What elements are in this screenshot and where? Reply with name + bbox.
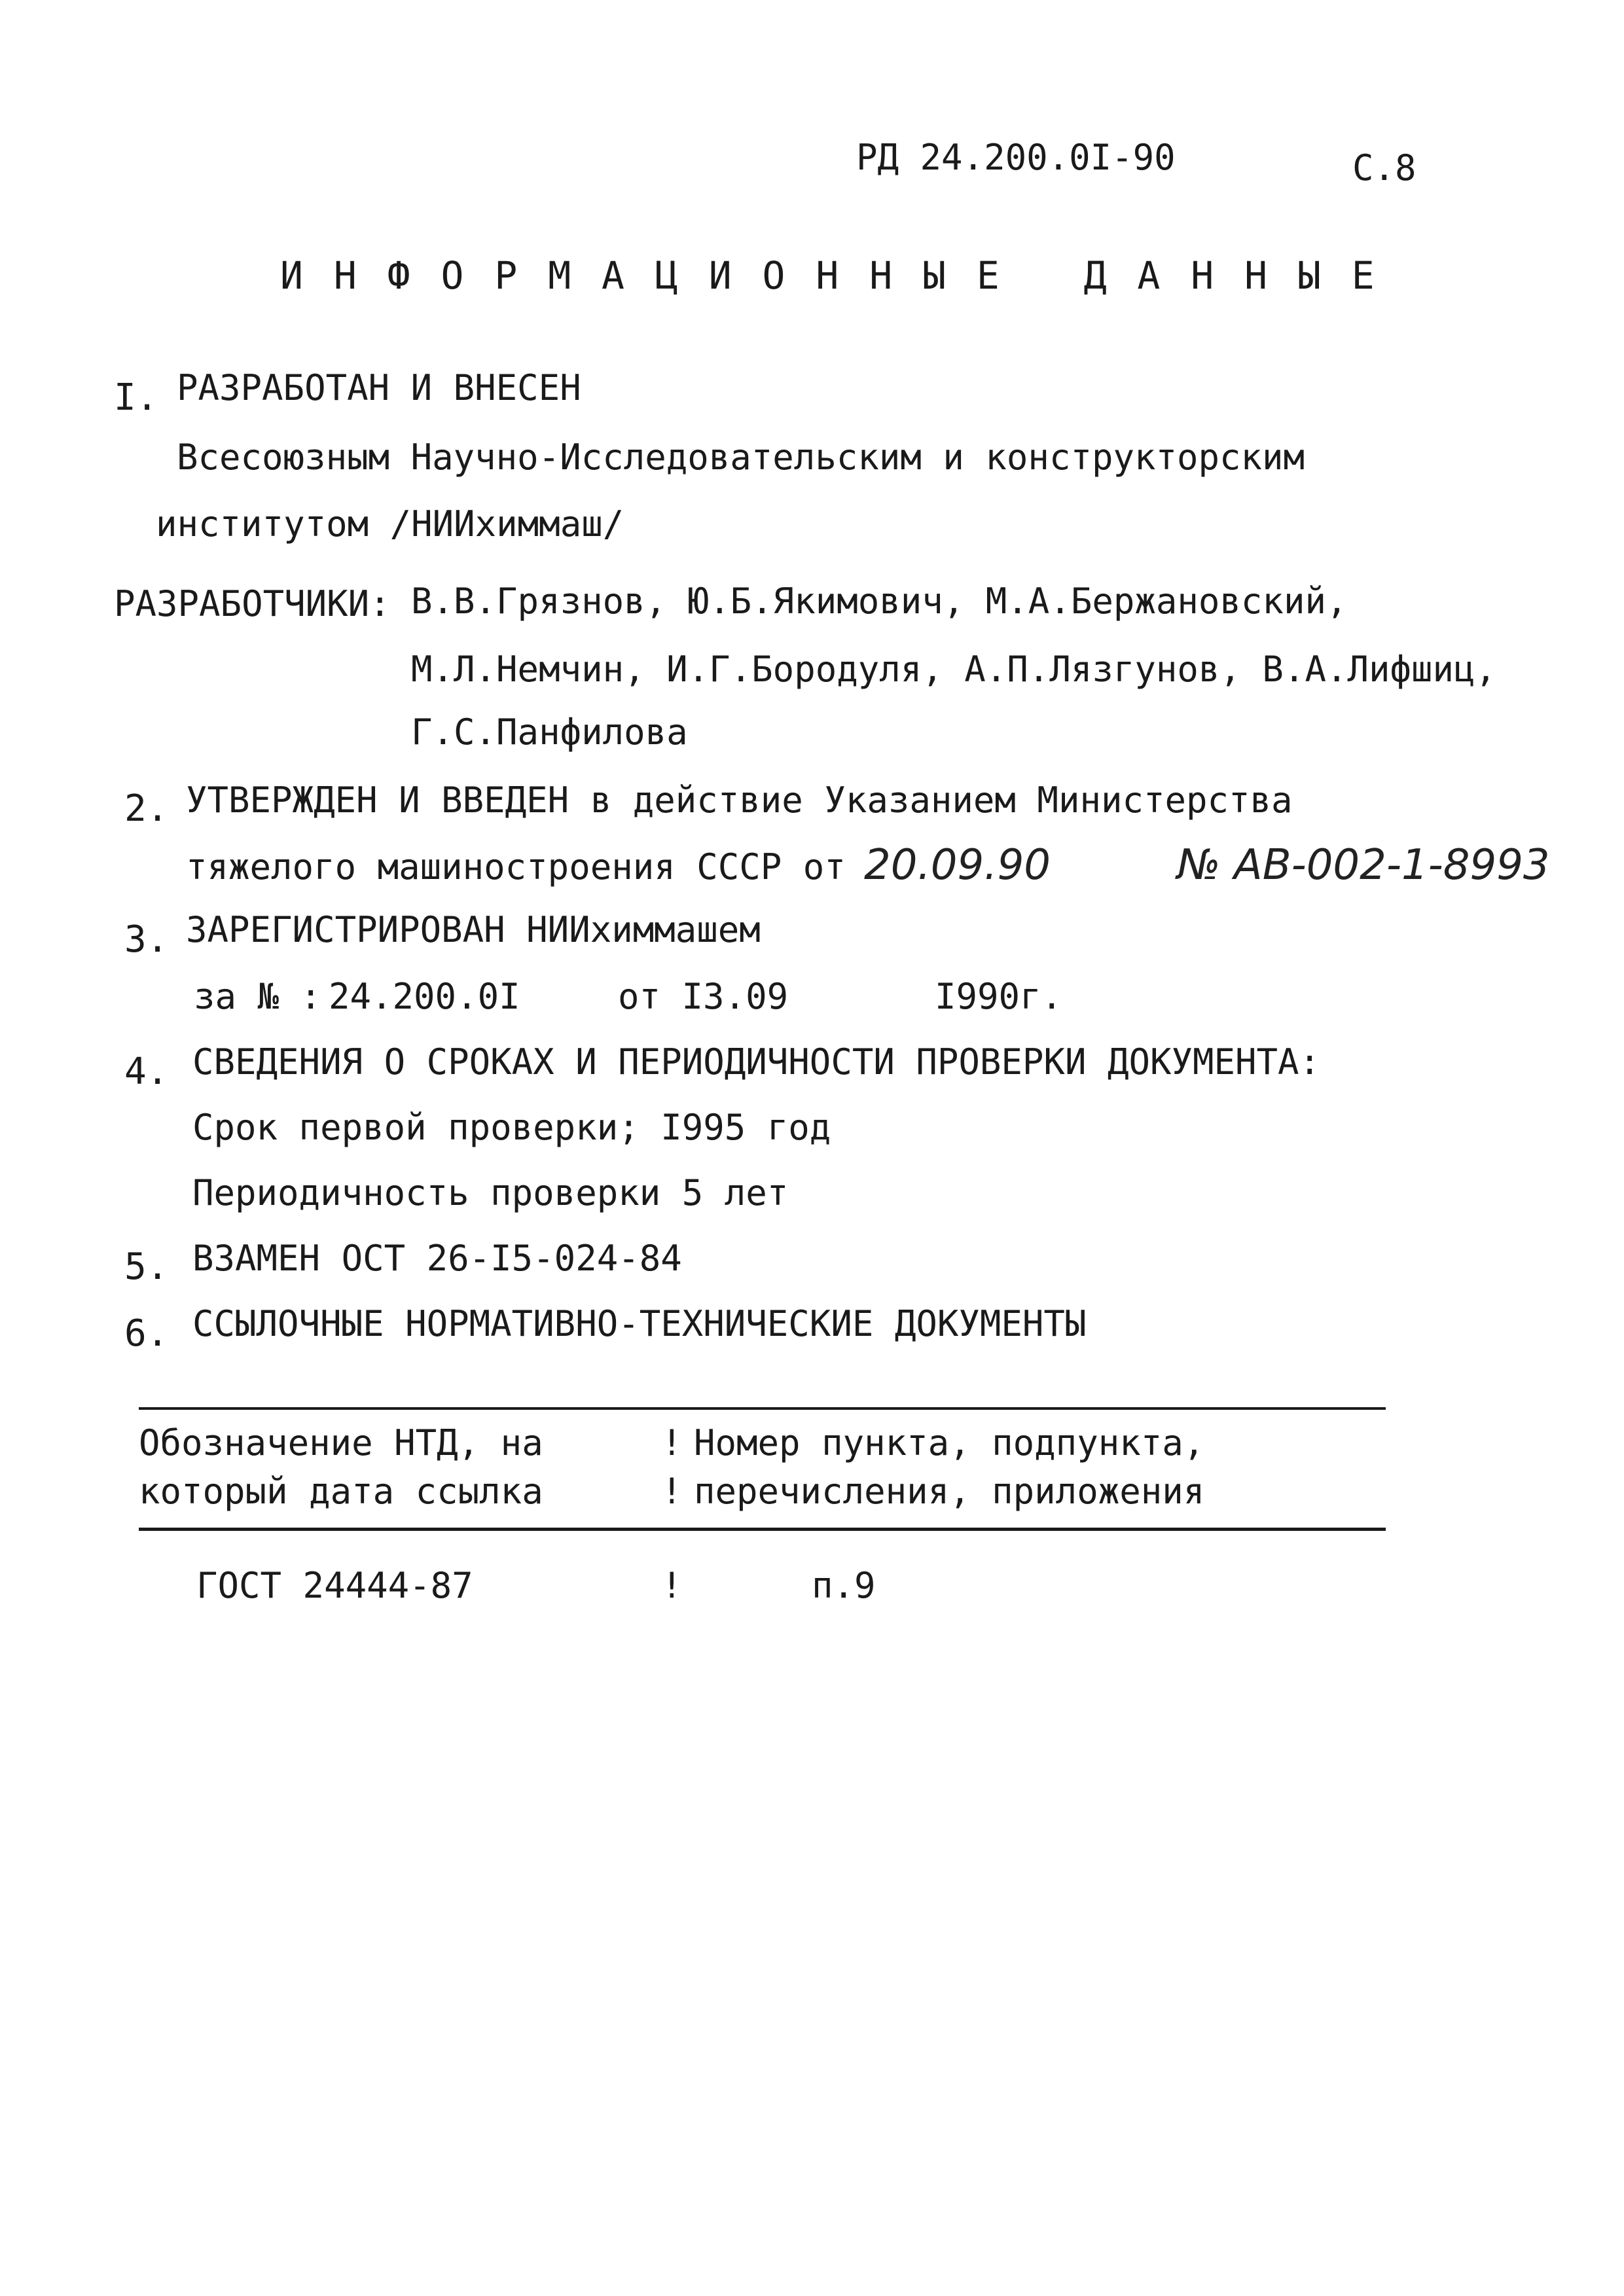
table-header-separator: ! <box>661 1471 683 1512</box>
section-2-line-2: тяжелого машиностроения СССР от <box>186 846 846 888</box>
developers-line-1: В.В.Грязнов, Ю.Б.Якимович, М.А.Бержановский, <box>411 581 1348 622</box>
table-cell-document: ГОСТ 24444-87 <box>196 1565 473 1606</box>
section-4-heading: СВЕДЕНИЯ О СРОКАХ И ПЕРИОДИЧНОСТИ ПРОВЕРКИ ДОКУМЕНТА: <box>192 1041 1321 1083</box>
table-cell-item: п.9 <box>812 1565 876 1606</box>
section-4-line-1: Срок первой проверки; I995 год <box>192 1107 831 1148</box>
section-1-line-2: институтом /НИИхиммаш/ <box>156 503 624 545</box>
section-2-line-1: УТВЕРЖДЕН И ВВЕДЕН в действие Указанием Министерства <box>186 780 1293 821</box>
page-number: С.8 <box>1352 147 1416 188</box>
section-5-number: 5. <box>124 1246 169 1288</box>
document-code: РД 24.200.0I-90 <box>856 137 1176 178</box>
handwritten-order-number: № АВ-002-1-8993 <box>1177 841 1550 889</box>
section-5-text: ВЗАМЕН ОСТ 26-I5-024-84 <box>192 1238 682 1279</box>
section-3-number: 3. <box>124 918 169 961</box>
table-header-rule <box>139 1528 1386 1531</box>
page-title: И Н Ф О Р М А Ц И О Н Н Ы Е Д А Н Н Ы Е <box>280 253 1379 298</box>
table-header-col2-line2: перечисления, приложения <box>694 1471 1205 1512</box>
section-6-number: 6. <box>124 1312 169 1355</box>
table-header-separator: ! <box>661 1422 683 1463</box>
developers-label: РАЗРАБОТЧИКИ: <box>114 583 391 624</box>
handwritten-date: 20.09.90 <box>864 841 1051 889</box>
section-3-heading: ЗАРЕГИСТРИРОВАН НИИхиммашем <box>186 909 761 950</box>
section-6-text: ССЫЛОЧНЫЕ НОРМАТИВНО-ТЕХНИЧЕСКИЕ ДОКУМЕНТЫ <box>192 1303 1087 1344</box>
section-1-heading: РАЗРАБОТАН И ВНЕСЕН <box>177 367 581 408</box>
table-cell-separator: ! <box>661 1565 683 1606</box>
table-header-col2-line1: Номер пункта, подпункта, <box>694 1422 1205 1463</box>
table-top-rule <box>139 1407 1386 1410</box>
section-4-line-2: Периодичность проверки 5 лет <box>192 1172 789 1213</box>
section-1-number: I. <box>114 376 158 419</box>
section-4-number: 4. <box>124 1050 169 1093</box>
section-1-line-1: Всесоюзным Научно-Исследовательским и конструкторским <box>177 437 1305 478</box>
section-2-number: 2. <box>124 787 169 830</box>
table-header-col1-line2: который дата ссылка <box>139 1471 543 1512</box>
registration-label: за № : <box>194 976 322 1017</box>
registration-number: 24.200.0I <box>329 976 520 1017</box>
registration-date: от I3.09 <box>618 976 789 1017</box>
developers-line-2: М.Л.Немчин, И.Г.Бородуля, А.П.Лязгунов, В.А.Лифшиц, <box>411 649 1497 690</box>
registration-year: I990г. <box>935 976 1063 1017</box>
developers-line-3: Г.С.Панфилова <box>411 711 688 753</box>
table-header-col1-line1: Обозначение НТД, на <box>139 1422 543 1463</box>
